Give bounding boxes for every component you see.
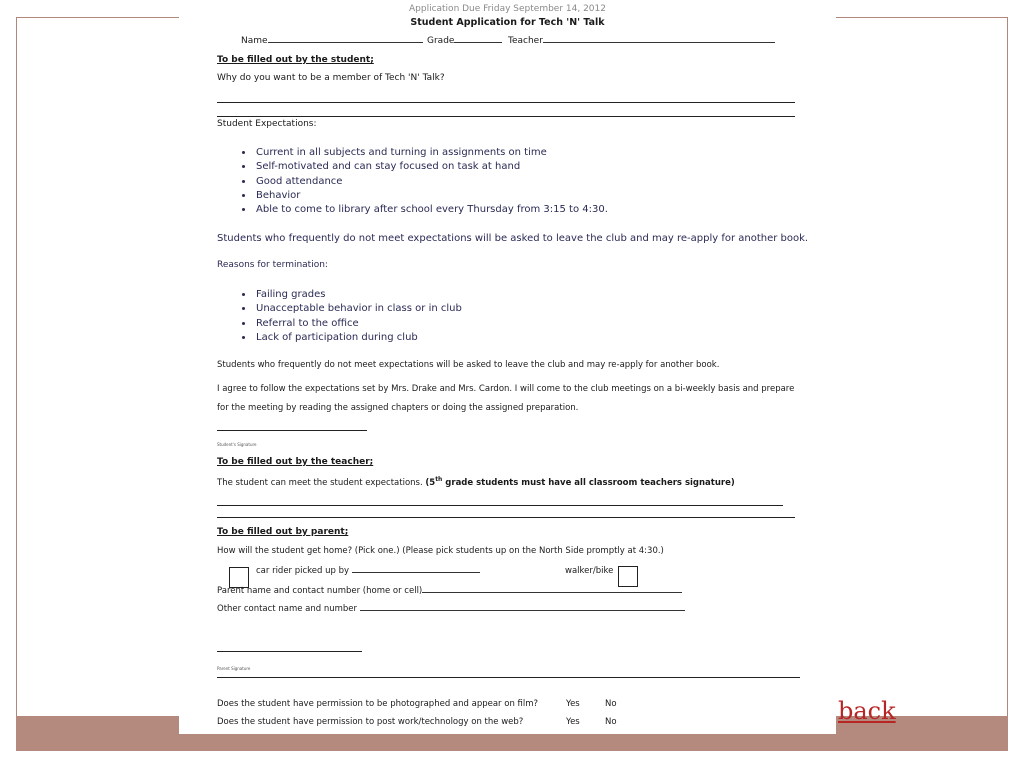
teacher-note [425,478,734,488]
expectations-list [217,146,608,217]
grade-field [427,36,502,46]
teacher-blank [543,42,775,43]
expectations-warning-repeat: Students who frequently do not meet expectations will be asked to leave the club and may re-apply for another book. [217,360,720,370]
web-permission-no: No [605,717,617,727]
list-item: • Referral to the office [254,317,462,331]
slide-frame-left [16,17,17,751]
list-item: • Self-motivated and can stay focused on task at hand [254,160,608,174]
teacher-note-suffix: grade students must have all classroom teachers signature) [442,477,735,488]
list-item: • Able to come to library after school every Thursday from 3:15 to 4:30. [254,203,608,217]
car-rider-label: car rider picked up by [256,566,350,576]
name-field [241,36,423,46]
walker-label: walker/bike [565,566,614,576]
parent-signature-label: Parent Signature [217,666,251,671]
name-blank [268,42,423,43]
web-permission-question: Does the student have permission to post work/technology on the web? [217,717,524,727]
teacher-statement [217,476,735,488]
parent-contact-field [217,586,682,596]
teacher-statement-text: The student can meet the student expectations. [217,477,423,488]
list-item: • Unacceptable behavior in class or in club [254,302,462,316]
membership-question: Why do you want to be a member of Tech 'N' Talk? [217,73,445,83]
answer-line-1 [217,102,795,103]
other-contact-blank [360,610,685,611]
slide-frame-right [1007,17,1008,751]
answer-line-2 [217,116,795,117]
student-signature-line [217,430,367,431]
agreement-line-1: I agree to follow the expectations set by Mrs. Drake and Mrs. Cardon. I will come to the club meetings on a bi-weekly basis and prepare [217,384,795,394]
back-link[interactable]: back [838,697,896,725]
list-item: • Failing grades [254,288,462,302]
due-date-line: Application Due Friday September 14, 2012 [408,4,606,14]
ride-home-question: How will the student get home? (Pick one.) (Please pick students up on the North Side promptly at 4:30.) [217,546,664,556]
teacher-note-sup: th [435,476,443,483]
student-section-heading: To be filled out by the student; [217,55,374,65]
parent-section-heading: To be filled out by parent; [217,527,349,537]
termination-list [217,288,462,345]
web-permission-yes: Yes [566,717,580,727]
car-rider-blank [352,572,480,573]
student-signature-label: Student's Signature [217,442,257,447]
name-label: Name [241,36,268,46]
section-divider [217,677,800,678]
teacher-line-2 [217,517,795,518]
grade-blank [454,42,502,43]
document-title: Student Application for Tech 'N' Talk [410,17,605,28]
list-item: • Behavior [254,189,608,203]
parent-contact-blank [422,592,682,593]
teacher-note-prefix: (5 [425,477,436,488]
car-rider-checkbox[interactable] [229,567,249,588]
photo-permission-no: No [605,699,617,709]
other-contact-label: Other contact name and number [217,604,358,614]
parent-signature-line [217,651,362,652]
parent-contact-label: Parent name and contact number (home or cell) [217,586,423,596]
slide-frame-top-left [16,17,179,18]
teacher-line-1 [217,505,783,506]
car-rider-field [256,566,480,576]
expectations-warning: Students who frequently do not meet expectations will be asked to leave the club and may re-apply for another book. [217,233,809,244]
slide-frame-top-right [836,17,1008,18]
application-document [179,0,836,734]
photo-permission-yes: Yes [566,699,580,709]
termination-label: Reasons for termination: [217,260,328,270]
teacher-section-heading: To be filled out by the teacher; [217,457,374,467]
grade-label: Grade [427,36,455,46]
agreement-line-2: for the meeting by reading the assigned chapters or doing the assigned preparation. [217,403,579,413]
photo-permission-question: Does the student have permission to be photographed and appear on film? [217,699,539,709]
expectations-label: Student Expectations: [217,119,317,129]
list-item: • Current in all subjects and turning in assignments on time [254,146,608,160]
list-item: • Good attendance [254,175,608,189]
other-contact-field [217,604,685,614]
teacher-field [508,36,775,46]
teacher-label: Teacher [508,36,543,46]
list-item: • Lack of participation during club [254,331,462,345]
walker-checkbox[interactable] [618,566,638,587]
